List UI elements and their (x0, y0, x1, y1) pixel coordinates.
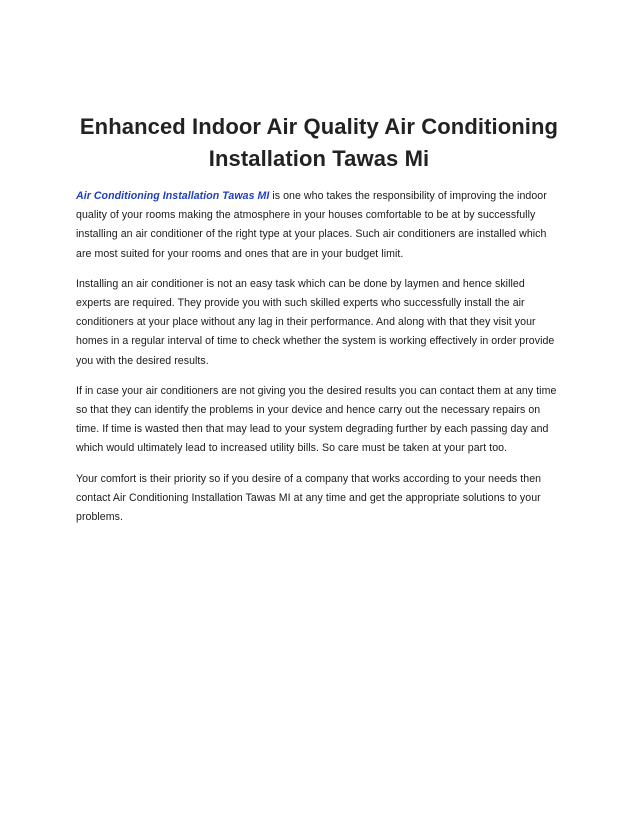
title-line-2: Installation Tawas Mi (208, 146, 430, 171)
paragraph-4-text: Your comfort is their priority so if you desire of a company that works according to your needs then contact Air Conditioning Installation Tawas MI at any time and get the appropriate solutions to your problems. (76, 472, 542, 524)
paragraph-1-text: is one who takes the responsibility of improving the indoor quality of your rooms making the atmosphere in your houses comfortable to be at by successfully installing an air conditioner of the right type at your places. Such air conditioners are installed which are most suited for your rooms and ones that are in your budget limit. (76, 190, 547, 260)
paragraph-2 (76, 275, 562, 371)
paragraph-4 (76, 470, 562, 528)
title-line-1: Enhanced Indoor Air Quality Air Conditioning (79, 114, 559, 139)
service-link-text: Air Conditioning Installation Tawas MI (76, 190, 270, 202)
paragraph-2-text: Installing an air conditioner is not an easy task which can be done by laymen and hence skilled experts are required. They provide you with such skilled experts who successfully install the air conditioners at your place without any lag in their performance. And along with that they visit your homes in a regular interval of time to check whether the system is working effectively in order provide you with the desired results. (76, 277, 555, 367)
paragraph-3-text: If in case your air conditioners are not giving you the desired results you can contact them at any time so that they can identify the problems in your device and hence carry out the necessary repairs on time. If time is wasted then that may lead to your system degrading further by each passing day and which would ultimately lead to increased utility bills. So care must be taken at your part too. (76, 384, 557, 455)
document-content (76, 111, 562, 538)
paragraph-1 (76, 187, 562, 264)
paragraph-3 (76, 382, 562, 459)
document-title (76, 111, 562, 175)
